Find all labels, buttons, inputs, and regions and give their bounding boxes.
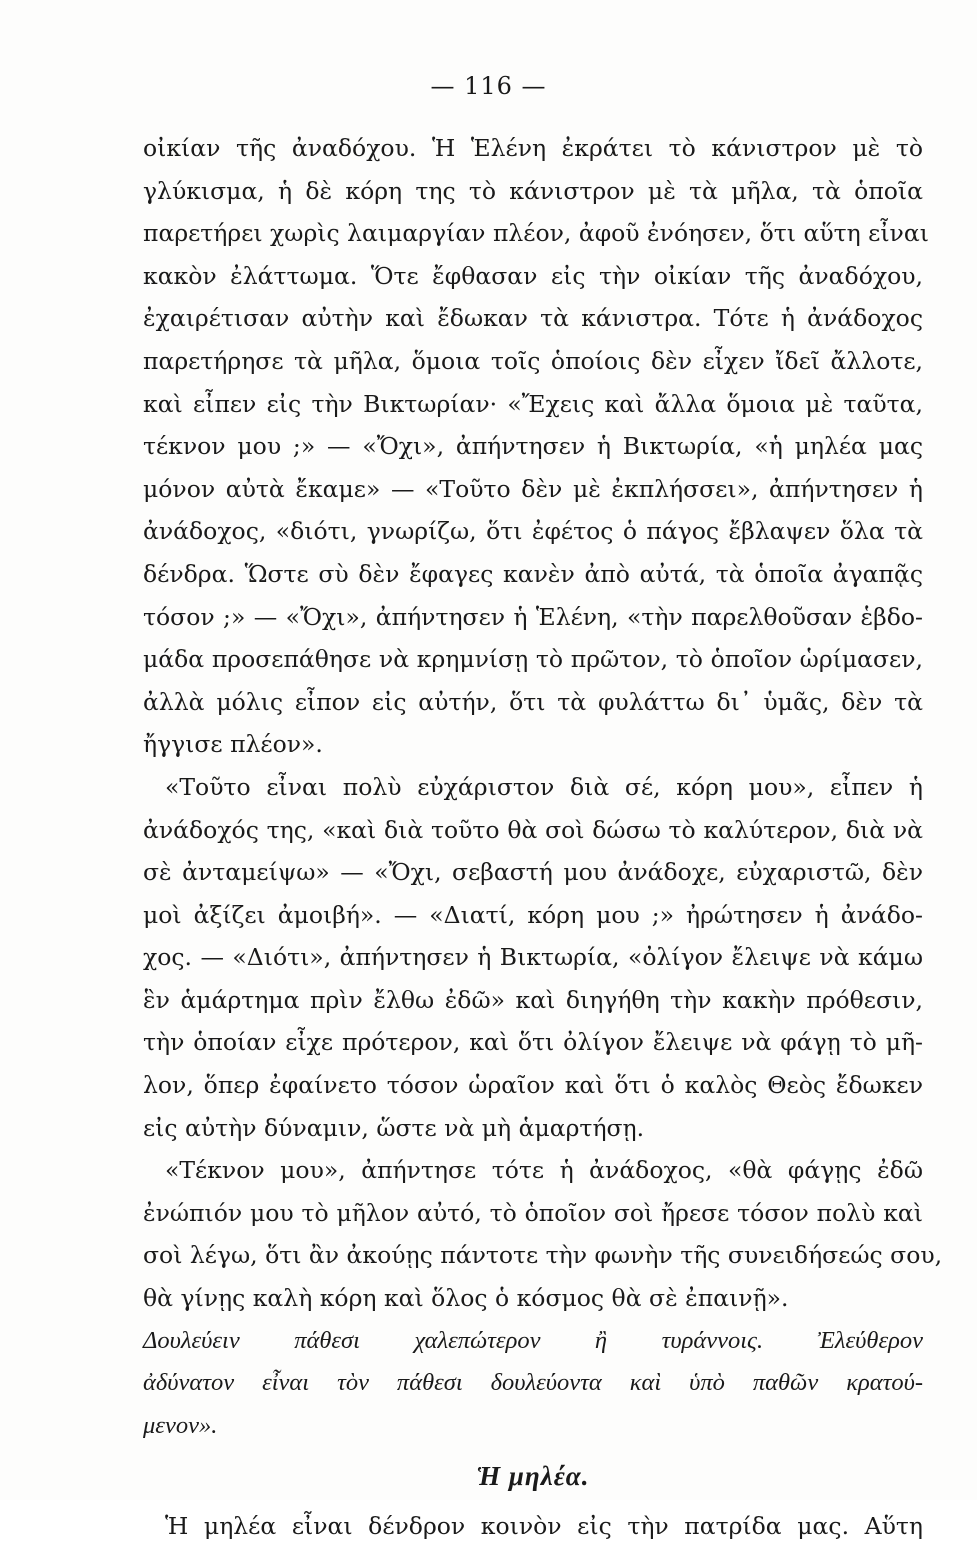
section-heading: Ἡ μηλέα.	[476, 1461, 590, 1492]
text-line: «Τέκνον μου», ἀπήντησε τότε ἡ ἀνάδοχος, «θὰ φάγῃς ἐδῶ	[165, 1156, 923, 1185]
page-number: — 116 —	[430, 72, 547, 100]
text-line: ἐχαιρέτισαν αὐτὴν καὶ ἔδωκαν τὰ κάνιστρα. Τότε ἡ ἀνάδοχος	[143, 304, 923, 333]
text-line: κακὸν ἐλάττωμα. Ὅτε ἔφθασαν εἰς τὴν οἰκίαν τῆς ἀναδόχου,	[143, 261, 923, 290]
text-line: ἓν ἁμάρτημα πρὶν ἔλθω ἐδῶ» καὶ διηγήθη τὴν κακὴν πρόθεσιν,	[143, 985, 923, 1014]
text-line: δένδρα. Ὥστε σὺ δὲν ἔφαγες κανὲν ἀπὸ αὐτά, τὰ ὁποῖα ἀγαπᾷς	[143, 559, 923, 588]
text-line: μάδα προσεπάθησε νὰ κρημνίσῃ τὸ πρῶτον, τὸ ὁποῖον ὡρίμασεν,	[143, 645, 923, 674]
text-line: «Τοῦτο εἶναι πολὺ εὐχάριστον διὰ σέ, κόρη μου», εἶπεν ἡ	[165, 772, 923, 801]
final-line: Ἡ μηλέα εἶναι δένδρον κοινὸν εἰς τὴν πατρίδα μας. Αὕτη	[165, 1512, 923, 1541]
text-body	[143, 127, 943, 1548]
text-line: τόσον ;» — «Ὄχι», ἀπήντησεν ἡ Ἑλένη, «τὴν παρελθοῦσαν ἑβδο-	[143, 602, 923, 631]
text-line: μόνον αὐτὰ ἔκαμε» — «Τοῦτο δὲν μὲ ἐκπλήσσει», ἀπήντησεν ἡ	[143, 474, 923, 503]
text-line: παρετήρησε τὰ μῆλα, ὅμοια τοῖς ὁποίοις δὲν εἶχεν ἴδεῖ ἄλλοτε,	[143, 346, 923, 375]
text-line: εἰς αὐτὴν δύναμιν, ὥστε νὰ μὴ ἁμαρτήσῃ.	[143, 1113, 645, 1142]
text-line: τέκνον μου ;» — «Ὄχι», ἀπήντησεν ἡ Βικτωρία, «ἡ μηλέα μας	[143, 432, 923, 461]
text-line: παρετήρει χωρὶς λαιμαργίαν πλέον, ἀφοῦ ἐνόησεν, ὅτι αὕτη εἶναι	[143, 219, 929, 248]
text-line: λον, ὅπερ ἐφαίνετο τόσον ὡραῖον καὶ ὅτι ὁ καλὸς Θεὸς ἔδωκεν	[143, 1071, 923, 1100]
text-line: καὶ εἶπεν εἰς τὴν Βικτωρίαν· «Ἔχεις καὶ ἄλλα ὅμοια μὲ ταῦτα,	[143, 389, 923, 418]
paragraph-1	[143, 127, 929, 766]
text-line: ἤγγισε πλέον».	[143, 730, 323, 759]
paragraph-3	[143, 1149, 943, 1319]
paragraph-2	[143, 766, 923, 1149]
maxim-quote	[143, 1320, 923, 1448]
maxim-line: ἀδύνατον εἶναι τὸν πάθεσι δουλεύοντα καὶ ὑπὸ παθῶν κρατού-	[143, 1369, 923, 1397]
text-line: μοὶ ἀξίζει ἀμοιβή». — «Διατί, κόρη μου ;» ἠρώτησεν ἡ ἀνάδο-	[143, 900, 923, 929]
text-line: ἀνάδοχός της, «καὶ διὰ τοῦτο θὰ σοὶ δώσω τὸ καλύτερον, διὰ νὰ	[143, 815, 923, 844]
text-line: τὴν ὁποίαν εἶχε πρότερον, καὶ ὅτι ὀλίγον ἔλειψε νὰ φάγῃ τὸ μῆ-	[143, 1028, 923, 1057]
maxim-line: Δουλεύειν πάθεσι χαλεπώτερον ἢ τυράννοις. Ἐλεύθερον	[143, 1326, 923, 1354]
text-line: ἀλλὰ μόλις εἶπον εἰς αὐτήν, ὅτι τὰ φυλάττω δι᾽ ὑμᾶς, δὲν τὰ	[143, 687, 923, 716]
text-line: γλύκισμα, ἡ δὲ κόρη της τὸ κάνιστρον μὲ τὰ μῆλα, τὰ ὁποῖα	[143, 176, 923, 205]
text-line: θὰ γίνῃς καλὴ κόρη καὶ ὅλος ὁ κόσμος θὰ σὲ ἐπαινῇ».	[143, 1284, 789, 1313]
text-line: οἰκίαν τῆς ἀναδόχου. Ἡ Ἑλένη ἐκράτει τὸ κάνιστρον μὲ τὸ	[143, 134, 923, 162]
text-line: χος. — «Διότι», ἀπήντησεν ἡ Βικτωρία, «ὀλίγον ἔλειψε νὰ κάμω	[143, 943, 923, 972]
text-line: ἀνάδοχος, «διότι, γνωρίζω, ὅτι ἐφέτος ὁ πάγος ἔβλαψεν ὅλα τὰ	[143, 517, 923, 546]
text-line: ἐνώπιόν μου τὸ μῆλον αὐτό, τὸ ὁποῖον σοὶ ἤρεσε τόσον πολὺ καὶ	[143, 1198, 923, 1227]
text-line: σὲ ἀνταμείψω» — «Ὄχι, σεβαστή μου ἀνάδοχε, εὐχαριστῶ, δὲν	[143, 858, 923, 887]
maxim-line: μενον».	[143, 1411, 218, 1439]
text-line: σοὶ λέγω, ὅτι ἂν ἀκούῃς πάντοτε τὴν φωνὴν τῆς συνειδήσεώς σου,	[143, 1241, 943, 1270]
